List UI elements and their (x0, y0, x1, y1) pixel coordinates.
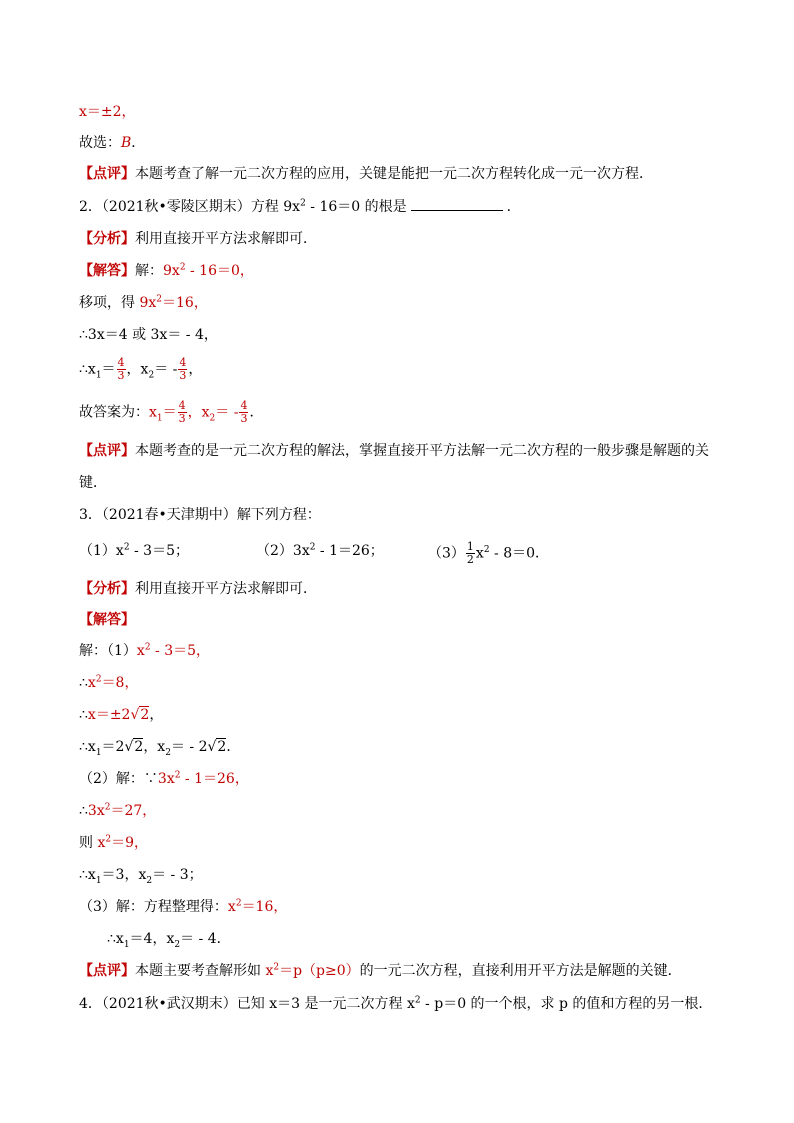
math-text: 3x (157, 771, 175, 787)
text: 故选： (79, 135, 121, 151)
math-text: ＝9， (111, 835, 149, 851)
denominator: 3 (178, 412, 186, 425)
text: 则 (79, 835, 98, 851)
numerator: 4 (240, 399, 248, 412)
numerator: 4 (117, 356, 125, 369)
question-3-part-3 (428, 541, 549, 566)
question-3-parts (79, 541, 189, 561)
math-text: 9x (139, 295, 157, 311)
superscript: 2 (156, 294, 162, 305)
part-3: x (475, 545, 484, 562)
math-text: ∴3x＝4 或 3x＝ - 4， (79, 327, 218, 343)
math-text: ＝p（p≥0） (279, 963, 360, 979)
math-text: ＝ - (154, 361, 178, 378)
math-text: ＝ (162, 404, 177, 421)
sqrt-radicand: 2 (140, 707, 150, 723)
math-text: ＝16， (162, 295, 208, 311)
superscript: 2 (235, 898, 242, 909)
math-text: ＝ - (215, 404, 239, 421)
math-text: x＝±2 (87, 707, 131, 723)
subscript: 2 (146, 875, 153, 886)
denominator: 3 (240, 412, 248, 425)
question-source: （2021秋•武汉期末） (101, 996, 237, 1012)
question-3 (79, 505, 321, 525)
solution-line (79, 737, 240, 757)
question-text: - 16＝0 的根是 (305, 199, 407, 215)
math-text: ＝4，x (129, 931, 175, 947)
question-text: 方程 9x (250, 199, 301, 215)
math-text: ＝27， (110, 803, 157, 819)
math-text: 3x (87, 803, 105, 819)
solution-line (79, 357, 202, 382)
text: ． (506, 199, 521, 215)
text: ， (149, 707, 164, 723)
superscript: 2 (144, 642, 151, 653)
analysis-tag: 【分析】 (79, 581, 135, 597)
subscript: 2 (165, 747, 171, 758)
subscript: 1 (156, 413, 163, 424)
text: ． (249, 404, 264, 421)
math-text: ＝ (101, 361, 116, 378)
text: ∴ (79, 803, 88, 819)
math-text: ∴x (107, 931, 124, 947)
text: ∴ (79, 675, 88, 691)
question-2 (79, 196, 521, 217)
question-text: 解下列方程： (236, 507, 321, 523)
superscript: 2 (105, 834, 112, 845)
text: ． (131, 135, 146, 151)
analysis-line (79, 229, 317, 249)
math-text: ∴x (79, 867, 96, 883)
comment-text: 键． (79, 475, 107, 491)
math-text: x (227, 899, 236, 915)
part-1: （1）x (79, 543, 124, 559)
sqrt-sign: √ (207, 739, 217, 755)
subscript: 1 (95, 747, 102, 758)
solution-line (79, 293, 208, 313)
superscript: 2 (273, 962, 280, 973)
comment-line (79, 961, 682, 981)
solution-line (79, 610, 135, 630)
superscript: 2 (414, 995, 421, 1006)
math-text: 9x (163, 263, 180, 279)
solution-line (79, 897, 287, 917)
solution-line (79, 769, 249, 789)
fraction (178, 357, 187, 382)
question-number: 2． (79, 199, 102, 215)
solution-tag: 【解答】 (79, 263, 135, 279)
math-text: x (87, 675, 96, 691)
subscript: 1 (123, 939, 130, 950)
text-line (79, 102, 136, 122)
part-3: - 8＝0． (489, 545, 550, 562)
fraction (239, 400, 248, 425)
text: 解：（1） (79, 643, 137, 659)
question-text: 已知 x＝3 是一元二次方程 x (236, 996, 415, 1012)
solution-line (79, 325, 218, 345)
analysis-text: 利用直接开平方法求解即可． (135, 231, 317, 247)
math-text: ＝ - 4． (180, 931, 231, 947)
superscript: 2 (95, 674, 102, 685)
sqrt-radicand: 2 (134, 739, 144, 755)
comment-text: 本题考查的是一元二次方程的解法，掌握直接开平方法解一元二次方程的一般步骤是解题的关 (135, 443, 709, 459)
superscript: 2 (179, 262, 186, 273)
question-3-part-2 (256, 541, 384, 561)
analysis-text: 利用直接开平方法求解即可． (135, 581, 317, 597)
text: （3）解：方程整理得： (79, 899, 228, 915)
comment-line (79, 473, 107, 493)
subscript: 2 (209, 413, 216, 424)
numerator: 4 (178, 399, 186, 412)
math-text: ＝3，x (101, 867, 147, 883)
comment-tag: 【点评】 (79, 443, 135, 459)
text: （2）解：∵ (79, 771, 158, 787)
comment-line (79, 164, 653, 184)
math-text: - 3＝5， (150, 643, 211, 659)
math-text: ＝8， (101, 675, 139, 691)
answer-blank (411, 196, 503, 211)
math-text: - 16＝0， (185, 263, 254, 279)
text: ， (188, 361, 203, 378)
comment-text: 的一元二次方程，直接利用开平方法是解题的关键． (359, 963, 682, 979)
part-2: - 1＝26； (315, 543, 384, 559)
solution-line (79, 673, 138, 693)
comment-line (79, 441, 709, 461)
solution-line (79, 261, 254, 281)
fraction (466, 541, 475, 566)
subscript: 1 (95, 370, 102, 381)
question-source: （2021秋•零陵区期末） (101, 199, 251, 215)
superscript: 2 (300, 198, 306, 209)
math-text: ∴x (79, 739, 96, 755)
superscript: 2 (123, 542, 130, 553)
math-text: x (149, 404, 157, 421)
text: 解： (135, 263, 163, 279)
math-text: x＝±2， (79, 104, 136, 120)
solution-line (79, 705, 163, 725)
comment-tag: 【点评】 (79, 166, 135, 182)
subscript: 1 (95, 875, 102, 886)
question-source: （2021春•天津期中） (101, 507, 237, 523)
analysis-tag: 【分析】 (79, 231, 135, 247)
fraction (178, 400, 187, 425)
solution-line (79, 801, 156, 821)
part-3: （3） (428, 545, 465, 562)
subscript: 2 (148, 370, 155, 381)
superscript: 2 (174, 770, 181, 781)
superscript: 2 (104, 802, 111, 813)
analysis-line (79, 579, 317, 599)
numerator: 1 (466, 540, 474, 553)
part-2: （2）3x (256, 543, 310, 559)
denominator: 3 (179, 369, 187, 382)
denominator: 2 (466, 553, 474, 566)
text: 移项，得 (79, 295, 140, 311)
part-1: - 3＝5； (129, 543, 189, 559)
text-line (79, 133, 145, 153)
math-text: x (265, 963, 274, 979)
solution-line (79, 833, 148, 853)
math-text: ∴x (79, 361, 96, 378)
numerator: 4 (179, 356, 187, 369)
question-number: 4． (79, 996, 102, 1012)
question-text: - p＝0 的一个根，求 p 的值和方程的另一根． (420, 996, 713, 1012)
text: 故答案为： (79, 404, 149, 421)
sqrt-sign: √ (130, 707, 140, 723)
math-text: - 1＝26， (180, 771, 249, 787)
math-text: ，x (187, 404, 210, 421)
subscript: 2 (174, 939, 181, 950)
question-4 (79, 994, 712, 1014)
fraction (117, 357, 126, 382)
comment-tag: 【点评】 (79, 963, 135, 979)
solution-line (79, 641, 210, 661)
math-text: ，x (143, 739, 166, 755)
comment-text: 本题考查了解一元二次方程的应用，关键是能把一元二次方程转化成一元一次方程． (135, 166, 653, 182)
superscript: 2 (483, 544, 490, 555)
sqrt-sign: √ (124, 739, 134, 755)
question-number: 3． (79, 507, 102, 523)
math-text: x (97, 835, 106, 851)
math-text: x (136, 643, 145, 659)
math-text: ＝2 (101, 739, 125, 755)
math-text: ＝ - 2 (170, 739, 208, 755)
answer-line (79, 400, 263, 425)
text: ． (226, 739, 241, 755)
math-text: ，x (126, 361, 149, 378)
text: ∴ (79, 707, 88, 723)
solution-line (107, 929, 231, 949)
answer-choice: B (121, 135, 132, 151)
sqrt-radicand: 2 (217, 739, 227, 755)
comment-text: 本题主要考查解形如 (135, 963, 266, 979)
denominator: 3 (117, 369, 125, 382)
math-text: ＝16， (241, 899, 288, 915)
superscript: 2 (309, 542, 316, 553)
math-text: ＝ - 3； (152, 867, 203, 883)
solution-tag: 【解答】 (79, 612, 135, 628)
solution-line (79, 865, 203, 885)
